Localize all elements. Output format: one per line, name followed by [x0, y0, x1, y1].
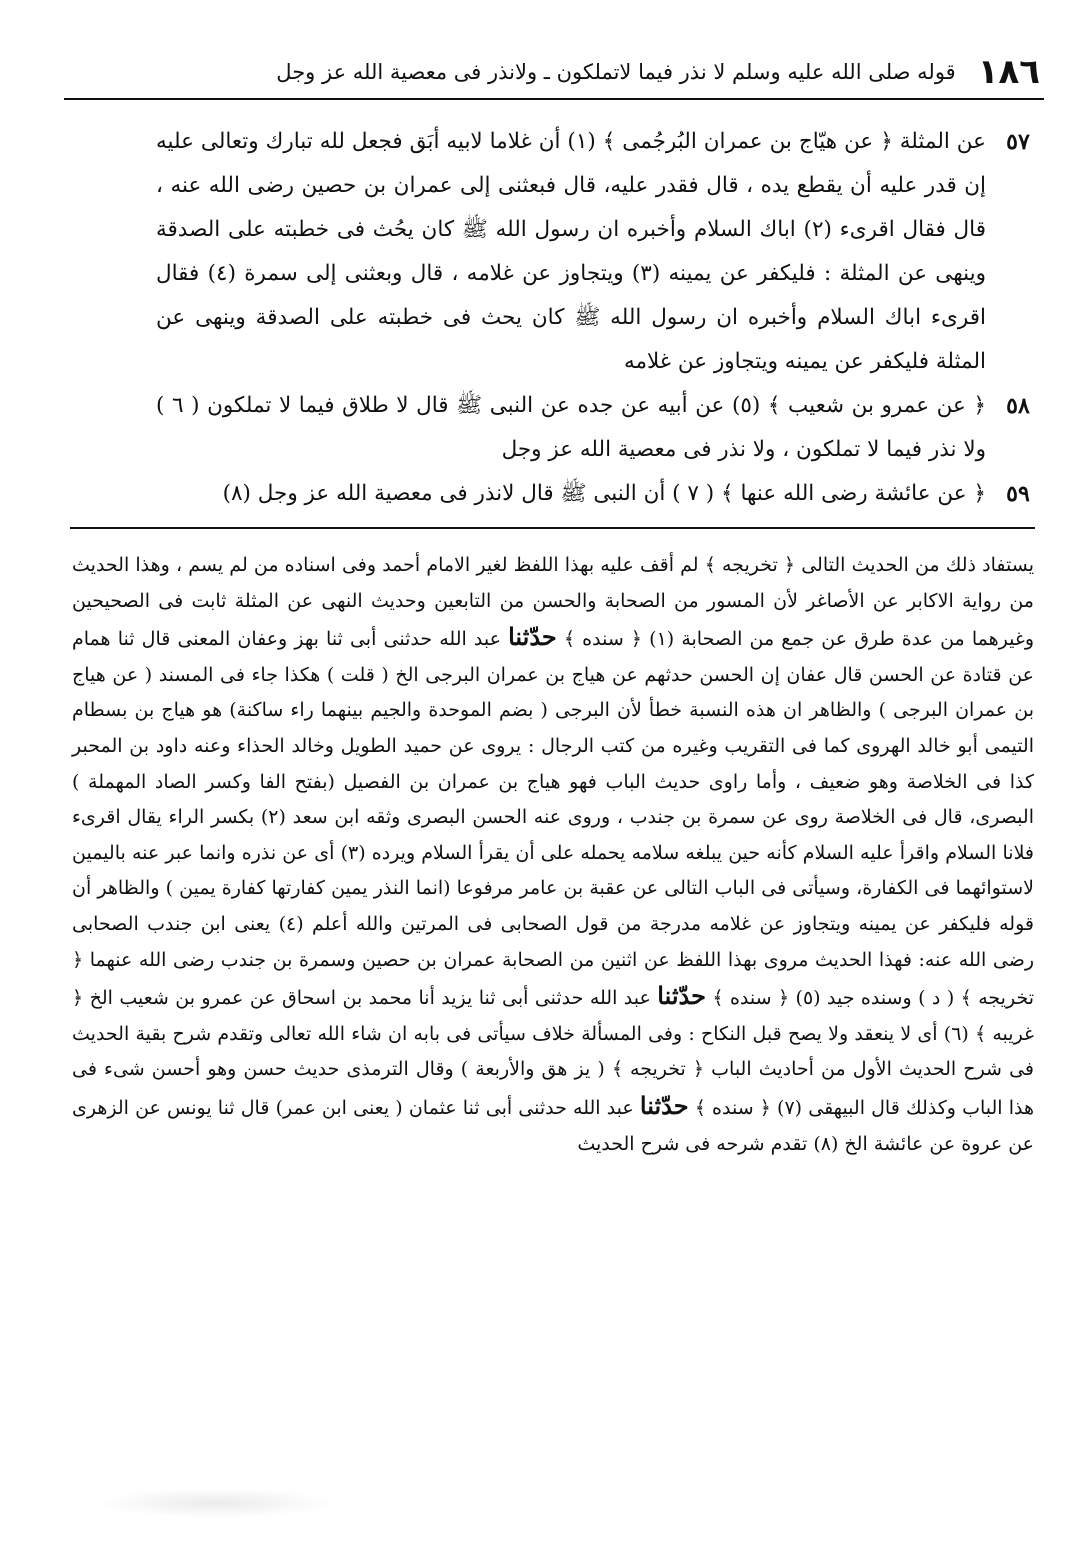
footnotes: [72, 548, 1034, 1162]
page-number: ١٨٦: [977, 52, 1040, 92]
haddathana-mark: حدّثنا: [657, 981, 706, 1011]
hadith-entry: [70, 384, 1050, 472]
footnote-text: عبد الله حدثنى أبى ثنا بهز وعفان المعنى قال ثنا همام عن قتادة عن الحسن قال عفان إن الحسن حدثهم عن هياج بن عمران البرجى الخ ( قلت ) هكذا جاء فى المسند ( عن هياج بن عمران البرجى ) والظاهر ان هذه النسبة خطأ لأن البرجى ( بضم الموحدة والجيم بينهما راء ساكنة) هو هياج بن بسطام التيمى أبو خالد الهروى كما فى التقريب وغيره من كتب الرجال : يروى عن حميد الطويل وخالد الحذاء وعنه داود بن المحبر كذا فى الخلاصة وهو ضعيف ، وأما راوى حديث الباب فهو هياج بن عمران بن الفصيل (بفتح الفا وكسر الصاد المهملة ) البصرى، قال فى الخلاصة روى عن سمرة بن جندب ، وروى عنه الحسن البصرى وثقه ابن سعد (٢) بكسر الراء يقال اقرىء فلانا السلام واقرأ عليه السلام كأنه حين يبلغه سلامه يحمله على أن يقرأ السلام ويرده (٣) أى عن نذره وانما عبر عنه باليمين لاستوائهما فى الكفارة، وسيأتى فى الباب التالى عن عقبة بن عامر مرفوعا (انما النذر يمين كفارتها كفارة يمين ) والظاهر أن قوله فليكفر عن يمينه ويتجاوز عن غلامه مدرجة من قول الصحابى فى المرتين والله أعلم (٤) يعنى ابن جندب الصحابى رضى الله عنه: فهذا الحديث مروى بهذا اللفظ عن اثنين من الصحابة عمران بن حصين وسمرة بن جندب رضى الله عنهما ﴿ تخريجه ﴾ ( د ) وسنده جيد (٥) ﴿ سنده ﴾: [72, 628, 1034, 1010]
footnote-text: عبد الله حدثنى أبى ثنا عثمان ( يعنى ابن عمر) قال ثنا يونس عن الزهرى عن عروة عن عائشة الخ (٨) تقدم شرحه فى شرح الحديث: [72, 1096, 1034, 1155]
footnote-text: عبد الله حدثنى أبى ثنا يزيد أنا محمد بن اسحاق عن عمرو بن شعيب الخ ﴿ غريبه ﴾ (٦) أى لا ينعقد ولا يصح قبل النكاح : وفى المسألة خلاف سيأتى فى بابه ان شاء الله تعالى وتقدم شرح بقية الحديث فى شرح الحديث الأول من أحاديث الباب ﴿ تخريجه ﴾ ( يز هق والأربعة ) وقال الترمذى حديث حسن وهو أحسن شىء فى هذا الباب وكذلك قال البيهقى (٧) ﴿ سنده ﴾: [72, 987, 1034, 1119]
haddathana-mark: حدّثنا: [508, 622, 557, 652]
hadith-number: ٥٧: [1006, 129, 1030, 155]
header-rule: [64, 98, 1044, 100]
footnote-text: يستفاد ذلك من الحديث التالى ﴿ تخريجه ﴾ لم أقف عليه بهذا اللفظ لغير الامام أحمد وفى اسناده من لم يسم ، وهذا الحديث من رواية الاكابر عن الأصاغر لأن المسور من الصحابة والحسن من التابعين وحديث النهى عن المثلة ثابت فى الصحيحين وغيرهما من عدة طرق عن جمع من الصحابة (١) ﴿ سنده ﴾: [72, 554, 1034, 651]
hadith-text: ﴿ عن عائشة رضى الله عنها ﴾ ( ٧ ) أن النبى ﷺ قال لانذر فى معصية الله عز وجل (٨): [222, 481, 986, 506]
scan-artifact: [96, 1488, 336, 1518]
hadith-text: عن المثلة ﴿ عن هيّاج بن عمران البُرجُمى ﴾ (١) أن غلاما لابيه أبَق فجعل لله تبارك وتعالى عليه إن قدر عليه أن يقطع يده ، قال فقدر عليه، قال فبعثنى إلى عمران بن حصين رضى الله عنه ، قال فقال اقرىء (٢) اباك السلام وأخبره ان رسول الله ﷺ كان يحُث فى خطبته على الصدقة وينهى عن المثلة : فليكفر عن يمينه (٣) ويتجاوز عن غلامه ، قال وبعثنى إلى سمرة (٤) فقال اقرىء اباك السلام وأخبره ان رسول الله ﷺ كان يحث فى خطبته على الصدقة وينهى عن المثلة فليكفر عن يمينه ويتجاوز عن غلامه: [156, 129, 986, 374]
hadith-number: ٥٨: [1006, 393, 1030, 419]
hadith-text: ﴿ عن عمرو بن شعيب ﴾ (٥) عن أبيه عن جده عن النبى ﷺ قال لا طلاق فيما لا تملكون ( ٦ ) ولا نذر فيما لا تملكون ، ولا نذر فى معصية الله عز وجل: [156, 393, 986, 462]
hadith-section: [70, 120, 1050, 516]
haddathana-mark: حدّثنا: [639, 1090, 689, 1120]
hadith-entry: [70, 120, 1050, 384]
hadith-number: ٥٩: [1006, 481, 1030, 507]
footnote-paragraph: [72, 548, 1034, 1162]
page-header: [64, 50, 1040, 94]
hadith-entry: [70, 472, 1050, 516]
running-title: قوله صلى الله عليه وسلم لا نذر فيما لاتملكون ـ ولانذر فى معصية الله عز وجل: [276, 60, 956, 84]
footnote-separator: [70, 527, 1035, 529]
